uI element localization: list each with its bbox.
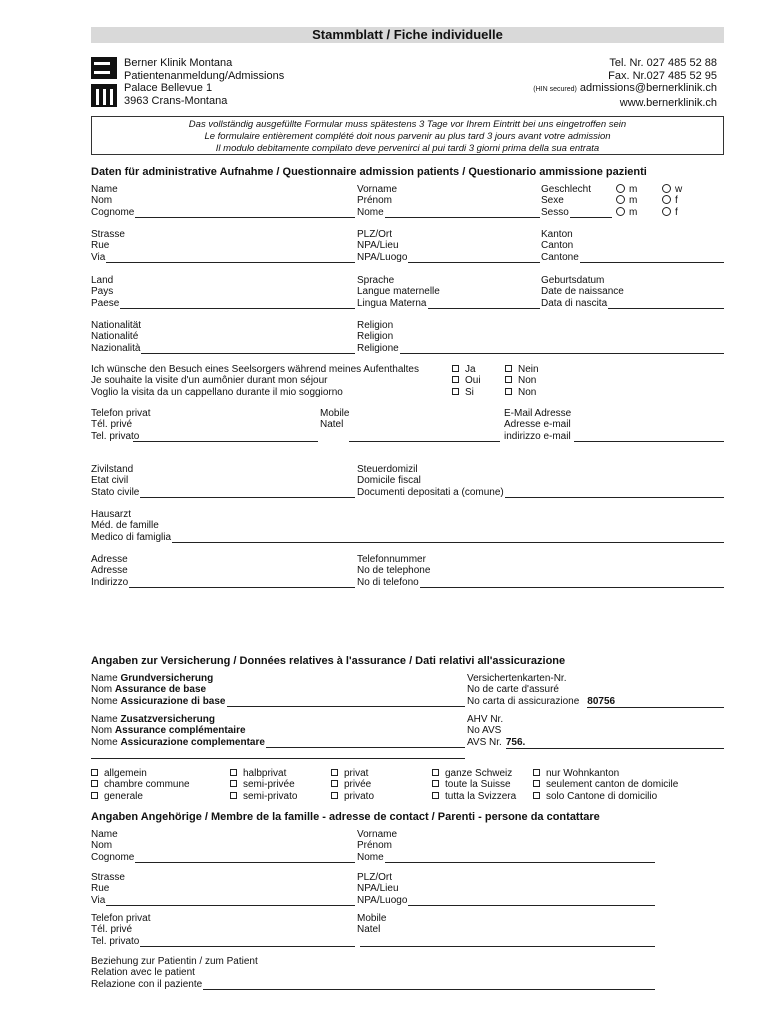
adresse-field-label: Adresse bbox=[91, 554, 128, 565]
fam-mobile-labels bbox=[357, 913, 386, 936]
versichertenkarte-label: No carta di assicurazione bbox=[467, 695, 580, 707]
notice-de: Das vollständig ausgefüllte Formular muss spätestens 3 Tage vor Ihrem Eintritt bei uns eingetroffen sein bbox=[188, 119, 627, 130]
fam-vorname-field-label: Nome bbox=[357, 851, 384, 863]
zusatz-extra-line[interactable] bbox=[91, 748, 465, 759]
versichertenkarte-input[interactable] bbox=[587, 696, 724, 708]
seelsorger-ja-label: Ja bbox=[465, 364, 476, 375]
seelsorger-nein-label: Non bbox=[518, 375, 537, 387]
land-field-input[interactable] bbox=[120, 298, 355, 309]
class-halbprivat-label: semi-privée bbox=[243, 779, 295, 791]
clinic-address bbox=[124, 57, 284, 107]
email-labels-label: E-Mail Adresse bbox=[504, 408, 572, 419]
clinic-fax: Fax. Nr.027 485 52 95 bbox=[608, 69, 717, 82]
coverage-wohnkanton-checkbox[interactable] bbox=[533, 769, 540, 776]
fam-strasse-field-input[interactable] bbox=[106, 895, 355, 906]
sex-w bbox=[662, 184, 682, 218]
grundversicherung-field-input[interactable] bbox=[227, 696, 466, 707]
ahv-value: 756. bbox=[505, 736, 526, 748]
nat-field-label: Nazionalità bbox=[91, 342, 141, 354]
telefon-labels-label: Telefon privat bbox=[91, 408, 151, 419]
land-field-label: Land bbox=[91, 275, 114, 286]
sex-m-radio[interactable] bbox=[616, 195, 625, 204]
sex-w-radio[interactable] bbox=[662, 184, 671, 193]
section-admission-heading: Daten für administrative Aufnahme / Questionnaire admission patients / Questionario ammissione pazienti bbox=[91, 166, 647, 178]
geschlecht-field-label: Sexe bbox=[541, 195, 564, 207]
fam-bez-field-label: Relazione con il paziente bbox=[91, 978, 203, 990]
ahv-label: No AVS bbox=[467, 725, 502, 737]
rel-field-label: Religione bbox=[357, 342, 399, 354]
notice-it: Il modulo debitamente compilato deve pervenirci al pui tardi 3 giorni prima della sua entrata bbox=[215, 143, 600, 154]
geburt-field-label: Date de naissance bbox=[541, 286, 624, 298]
ahv-label: AHV Nr. bbox=[467, 714, 504, 725]
rel-field bbox=[357, 320, 724, 354]
telnr-field bbox=[357, 554, 724, 588]
class-privat-checkbox[interactable] bbox=[331, 769, 338, 776]
fam-plz-field-label: PLZ/Ort bbox=[357, 872, 393, 883]
zusatzversicherung-field-label: Zusatzversicherung bbox=[120, 714, 215, 725]
kanton-field-input[interactable] bbox=[580, 252, 724, 263]
plz-field bbox=[357, 229, 540, 263]
sex-m-label: m bbox=[629, 184, 638, 195]
class-halbprivat-label: halbprivat bbox=[243, 768, 287, 779]
nat-field-label: Nationalité bbox=[91, 331, 139, 343]
fam-strasse-field-label: Strasse bbox=[91, 872, 125, 883]
class-allgemein-label: generale bbox=[104, 790, 143, 802]
class-allgemein-checkbox[interactable] bbox=[91, 792, 98, 799]
telefon-labels-label: Tel. privato bbox=[91, 430, 140, 442]
versichertenkarte-label: No de carte d'assuré bbox=[467, 684, 559, 696]
coverage-schweiz-label: tutta la Svizzera bbox=[445, 790, 517, 802]
class-halbprivat-checkbox[interactable] bbox=[230, 780, 237, 787]
grundversicherung-field bbox=[91, 673, 465, 707]
fam-tel-field-label: Tél. privé bbox=[91, 924, 133, 936]
zivil-field-label: Stato civile bbox=[91, 486, 140, 498]
versichertenkarte-field bbox=[467, 673, 724, 708]
fam-vorname-field-input[interactable] bbox=[385, 852, 655, 863]
geschlecht-field-label: Geschlecht bbox=[541, 184, 592, 195]
coverage-wohnkanton-label: solo Cantone di domicilio bbox=[546, 790, 658, 802]
fam-name-field-input[interactable] bbox=[135, 852, 355, 863]
rel-field-label: Religion bbox=[357, 320, 394, 331]
class-halbprivat-label: semi-privato bbox=[243, 790, 298, 802]
fam-mobile-labels-label: Mobile bbox=[357, 913, 387, 924]
sex-m-label: m bbox=[629, 206, 638, 218]
kanton-field-label: Cantone bbox=[541, 251, 579, 263]
clinic-email[interactable]: admissions@bernerklinik.ch bbox=[579, 82, 717, 94]
fam-name-field bbox=[91, 829, 355, 863]
class-halbprivat-checkbox[interactable] bbox=[230, 769, 237, 776]
name-field-label: Nom bbox=[91, 195, 113, 207]
zivil-field-input[interactable] bbox=[140, 487, 355, 498]
steuer-field-label: Documenti depositati a (comune) bbox=[357, 486, 504, 498]
strasse-field-label: Strasse bbox=[91, 229, 125, 240]
clinic-tel: Tel. Nr. 027 485 52 88 bbox=[609, 57, 717, 69]
geburt-field bbox=[541, 275, 724, 309]
clinic-city: 3963 Crans-Montana bbox=[124, 94, 228, 107]
hausarzt-field bbox=[91, 509, 724, 543]
fam-mobile-input[interactable] bbox=[360, 936, 655, 947]
fam-bez-field bbox=[91, 956, 655, 990]
class-allgemein-label: chambre commune bbox=[104, 779, 190, 791]
grundversicherung-field-prefix: Nome bbox=[91, 695, 121, 707]
fam-tel-field-input[interactable] bbox=[140, 936, 355, 947]
email-labels-label: Adresse e-mail bbox=[504, 419, 571, 431]
fam-plz-field-label: NPA/Lieu bbox=[357, 883, 399, 895]
seelsorger-question-label: Je souhaite la visite d'un aumônier durant mon séjour bbox=[91, 375, 328, 387]
fam-vorname-field bbox=[357, 829, 655, 863]
seelsorger-ja bbox=[452, 364, 481, 398]
coverage-schweiz-checkbox[interactable] bbox=[432, 780, 439, 787]
seelsorger-question-label: Ich wünsche den Besuch eines Seelsorgers während meines Aufenthaltes bbox=[91, 364, 419, 375]
land-field-label: Paese bbox=[91, 297, 120, 309]
telnr-field-label: No de telephone bbox=[357, 565, 431, 577]
sex-m-radio[interactable] bbox=[616, 207, 625, 216]
rel-field-label: Religion bbox=[357, 331, 394, 343]
ahv-field bbox=[467, 714, 724, 749]
geburt-field-label: Data di nascita bbox=[541, 297, 608, 309]
hausarzt-field-input[interactable] bbox=[172, 532, 724, 543]
fam-bez-field-label: Relation avec le patient bbox=[91, 967, 195, 979]
sprache-field-label: Sprache bbox=[357, 275, 395, 286]
coverage-wohnkanton-label: nur Wohnkanton bbox=[546, 768, 620, 779]
grundversicherung-field-label: Assurance de base bbox=[114, 684, 207, 696]
fam-plz-field-input[interactable] bbox=[408, 895, 655, 906]
kanton-field-label: Canton bbox=[541, 240, 574, 252]
page-title: Stammblatt / Fiche individuelle bbox=[91, 27, 724, 43]
geburt-field-input[interactable] bbox=[608, 298, 724, 309]
name-field-input[interactable] bbox=[135, 207, 355, 218]
class-privat-label: privée bbox=[344, 779, 372, 791]
class-privat-checkbox[interactable] bbox=[331, 792, 338, 799]
seelsorger-nein-label: Nein bbox=[518, 364, 539, 375]
steuer-field-label: Steuerdomizil bbox=[357, 464, 418, 475]
section-family-heading: Angaben Angehörige / Membre de la famille - adresse de contact / Parenti - persone da contattare bbox=[91, 811, 600, 823]
seelsorger-ja-label: Oui bbox=[465, 375, 481, 387]
fam-tel-field bbox=[91, 913, 355, 947]
coverage-schweiz-label: toute la Suisse bbox=[445, 779, 511, 791]
plz-field-label: PLZ/Ort bbox=[357, 229, 393, 240]
strasse-field-label: Via bbox=[91, 251, 106, 263]
class-allgemein bbox=[91, 768, 190, 802]
fam-name-field-label: Nom bbox=[91, 840, 113, 852]
sex-m bbox=[616, 184, 637, 218]
steuer-field-label: Domicile fiscal bbox=[357, 475, 421, 487]
hausarzt-field-label: Méd. de famille bbox=[91, 520, 159, 532]
coverage-schweiz-checkbox[interactable] bbox=[432, 792, 439, 799]
name-field bbox=[91, 184, 355, 218]
notice-fr: Le formulaire entièrement complété doit nous parvenir au plus tard 3 jours avant votre admission bbox=[204, 131, 611, 142]
hin-label: (HIN secured) bbox=[533, 86, 577, 93]
class-privat bbox=[331, 768, 374, 802]
mobile-labels bbox=[320, 408, 349, 431]
fam-vorname-field-label: Prénom bbox=[357, 840, 393, 852]
coverage-schweiz bbox=[432, 768, 516, 802]
adresse-field-input[interactable] bbox=[129, 577, 355, 588]
seelsorger-nein bbox=[505, 364, 539, 398]
mobile-labels-label: Mobile bbox=[320, 408, 350, 419]
land-field-label: Pays bbox=[91, 286, 114, 298]
sex-w-label: f bbox=[675, 206, 678, 218]
grundversicherung-field-prefix: Name bbox=[91, 673, 121, 684]
coverage-schweiz-checkbox[interactable] bbox=[432, 769, 439, 776]
sex-w-radio[interactable] bbox=[662, 195, 671, 204]
mobile-input[interactable] bbox=[349, 431, 500, 442]
zusatzversicherung-field-label: Assicurazione complementare bbox=[120, 736, 265, 748]
nat-field-input[interactable] bbox=[141, 343, 355, 354]
sprache-field-label: Lingua Materna bbox=[357, 297, 427, 309]
telefon-labels-label: Tél. privé bbox=[91, 419, 133, 431]
nat-field bbox=[91, 320, 355, 354]
vorname-field-label: Vorname bbox=[357, 184, 398, 195]
grundversicherung-field-label: Assicurazione di base bbox=[120, 695, 226, 707]
vorname-field-label: Nome bbox=[357, 206, 384, 218]
strasse-field-label: Rue bbox=[91, 240, 110, 252]
sex-w-label: w bbox=[675, 184, 683, 195]
fam-strasse-field-label: Rue bbox=[91, 883, 110, 895]
seelsorger-nein-checkbox[interactable] bbox=[505, 376, 512, 383]
mobile-labels-label: Natel bbox=[320, 419, 344, 431]
kanton-field bbox=[541, 229, 724, 263]
name-field-label: Cognome bbox=[91, 206, 135, 218]
seelsorger-ja-label: Si bbox=[465, 386, 474, 398]
sprache-field-input[interactable] bbox=[428, 298, 541, 309]
zusatzversicherung-field bbox=[91, 714, 465, 748]
telnr-field-input[interactable] bbox=[420, 577, 724, 588]
fam-name-field-label: Cognome bbox=[91, 851, 135, 863]
versichertenkarte-value: 80756 bbox=[587, 695, 616, 707]
geschlecht-field-input[interactable] bbox=[570, 207, 612, 218]
kanton-field-label: Kanton bbox=[541, 229, 573, 240]
ahv-input[interactable] bbox=[506, 737, 724, 749]
zivil-field bbox=[91, 464, 355, 498]
ahv-label: AVS Nr. bbox=[467, 736, 502, 748]
sex-w-label: f bbox=[675, 195, 678, 207]
grundversicherung-field-prefix: Nom bbox=[91, 684, 115, 696]
zivil-field-label: Zivilstand bbox=[91, 464, 134, 475]
plz-field-input[interactable] bbox=[408, 252, 540, 263]
fam-plz-field bbox=[357, 872, 655, 906]
steuer-field bbox=[357, 464, 724, 498]
nat-field-label: Nationalität bbox=[91, 320, 142, 331]
email-labels-label: indirizzo e-mail bbox=[504, 430, 571, 442]
grundversicherung-field-label: Grundversicherung bbox=[120, 673, 214, 684]
fam-tel-field-label: Tel. privato bbox=[91, 935, 140, 947]
hausarzt-field-label: Hausarzt bbox=[91, 509, 132, 520]
land-field bbox=[91, 275, 355, 309]
seelsorger-question-label: Voglio la visita da un cappellano durante il mio soggiorno bbox=[91, 386, 343, 398]
telnr-field-label: No di telefono bbox=[357, 576, 419, 588]
clinic-street: Palace Bellevue 1 bbox=[124, 82, 213, 94]
steuer-field-input[interactable] bbox=[505, 487, 724, 498]
sprache-field-label: Langue maternelle bbox=[357, 286, 440, 298]
strasse-field-input[interactable] bbox=[106, 252, 355, 263]
versichertenkarte-label: Versichertenkarten-Nr. bbox=[467, 673, 567, 684]
geschlecht-field bbox=[541, 184, 612, 218]
fam-plz-field-label: NPA/Luogo bbox=[357, 894, 408, 906]
adresse-field-label: Adresse bbox=[91, 565, 128, 577]
fam-mobile-labels-label: Natel bbox=[357, 924, 381, 936]
coverage-wohnkanton-checkbox[interactable] bbox=[533, 792, 540, 799]
email-input[interactable] bbox=[574, 431, 724, 442]
seelsorger-ja-checkbox[interactable] bbox=[452, 376, 459, 383]
fam-vorname-field-label: Vorname bbox=[357, 829, 398, 840]
fam-bez-field-label: Beziehung zur Patientin / zum Patient bbox=[91, 956, 258, 967]
fam-tel-field-label: Telefon privat bbox=[91, 913, 151, 924]
seelsorger-ja-checkbox[interactable] bbox=[452, 388, 459, 395]
seelsorger-ja-checkbox[interactable] bbox=[452, 365, 459, 372]
zusatzversicherung-field-label: Assurance complémentaire bbox=[114, 725, 246, 737]
class-halbprivat-checkbox[interactable] bbox=[230, 792, 237, 799]
class-allgemein-checkbox[interactable] bbox=[91, 780, 98, 787]
hausarzt-field-label: Medico di famiglia bbox=[91, 531, 172, 543]
plz-field-label: NPA/Lieu bbox=[357, 240, 399, 252]
clinic-dept: Patientenanmeldung/Admissions bbox=[124, 69, 285, 82]
zusatzversicherung-field-prefix: Nom bbox=[91, 725, 115, 737]
class-allgemein-checkbox[interactable] bbox=[91, 769, 98, 776]
sprache-field bbox=[357, 275, 540, 309]
fam-strasse-field-label: Via bbox=[91, 894, 106, 906]
seelsorger-nein-label: Non bbox=[518, 386, 537, 398]
seelsorger-question bbox=[91, 364, 419, 398]
coverage-schweiz-label: ganze Schweiz bbox=[445, 768, 513, 779]
fam-strasse-field bbox=[91, 872, 355, 906]
coverage-wohnkanton-label: seulement canton de domicile bbox=[546, 779, 679, 791]
class-privat-label: privato bbox=[344, 790, 375, 802]
fam-bez-field-input[interactable] bbox=[203, 979, 655, 990]
coverage-wohnkanton bbox=[533, 768, 678, 802]
telefon-input[interactable] bbox=[133, 431, 318, 442]
seelsorger-nein-checkbox[interactable] bbox=[505, 365, 512, 372]
vorname-field bbox=[357, 184, 540, 218]
zusatzversicherung-field-input[interactable] bbox=[266, 737, 465, 748]
class-halbprivat bbox=[230, 768, 297, 802]
sex-w-radio[interactable] bbox=[662, 207, 671, 216]
clinic-logo-icon bbox=[91, 57, 117, 107]
rel-field-input[interactable] bbox=[400, 343, 724, 354]
clinic-web[interactable]: www.bernerklinik.ch bbox=[619, 96, 717, 109]
coverage-wohnkanton-checkbox[interactable] bbox=[533, 780, 540, 787]
clinic-name: Berner Klinik Montana bbox=[124, 57, 233, 69]
zusatzversicherung-field-prefix: Nome bbox=[91, 736, 121, 748]
plz-field-label: NPA/Luogo bbox=[357, 251, 408, 263]
class-allgemein-label: allgemein bbox=[104, 768, 147, 779]
strasse-field bbox=[91, 229, 355, 263]
section-insurance-heading: Angaben zur Versicherung / Données relatives à l'assurance / Dati relativi all'assicurazione bbox=[91, 655, 566, 667]
geburt-field-label: Geburtsdatum bbox=[541, 275, 605, 286]
class-privat-label: privat bbox=[344, 768, 369, 779]
seelsorger-nein-checkbox[interactable] bbox=[505, 388, 512, 395]
zivil-field-label: Etat civil bbox=[91, 475, 129, 487]
zusatzversicherung-field-prefix: Name bbox=[91, 714, 121, 725]
vorname-field-input[interactable] bbox=[385, 207, 540, 218]
clinic-contact bbox=[533, 57, 717, 109]
name-field-label: Name bbox=[91, 184, 118, 195]
email-labels bbox=[504, 408, 571, 442]
geschlecht-field-label: Sesso bbox=[541, 206, 569, 218]
notice-box bbox=[91, 116, 724, 155]
sex-m-radio[interactable] bbox=[616, 184, 625, 193]
class-privat-checkbox[interactable] bbox=[331, 780, 338, 787]
adresse-field bbox=[91, 554, 355, 588]
adresse-field-label: Indirizzo bbox=[91, 576, 129, 588]
vorname-field-label: Prénom bbox=[357, 195, 393, 207]
sex-m-label: m bbox=[629, 195, 638, 207]
fam-name-field-label: Name bbox=[91, 829, 118, 840]
telnr-field-label: Telefonnummer bbox=[357, 554, 426, 565]
